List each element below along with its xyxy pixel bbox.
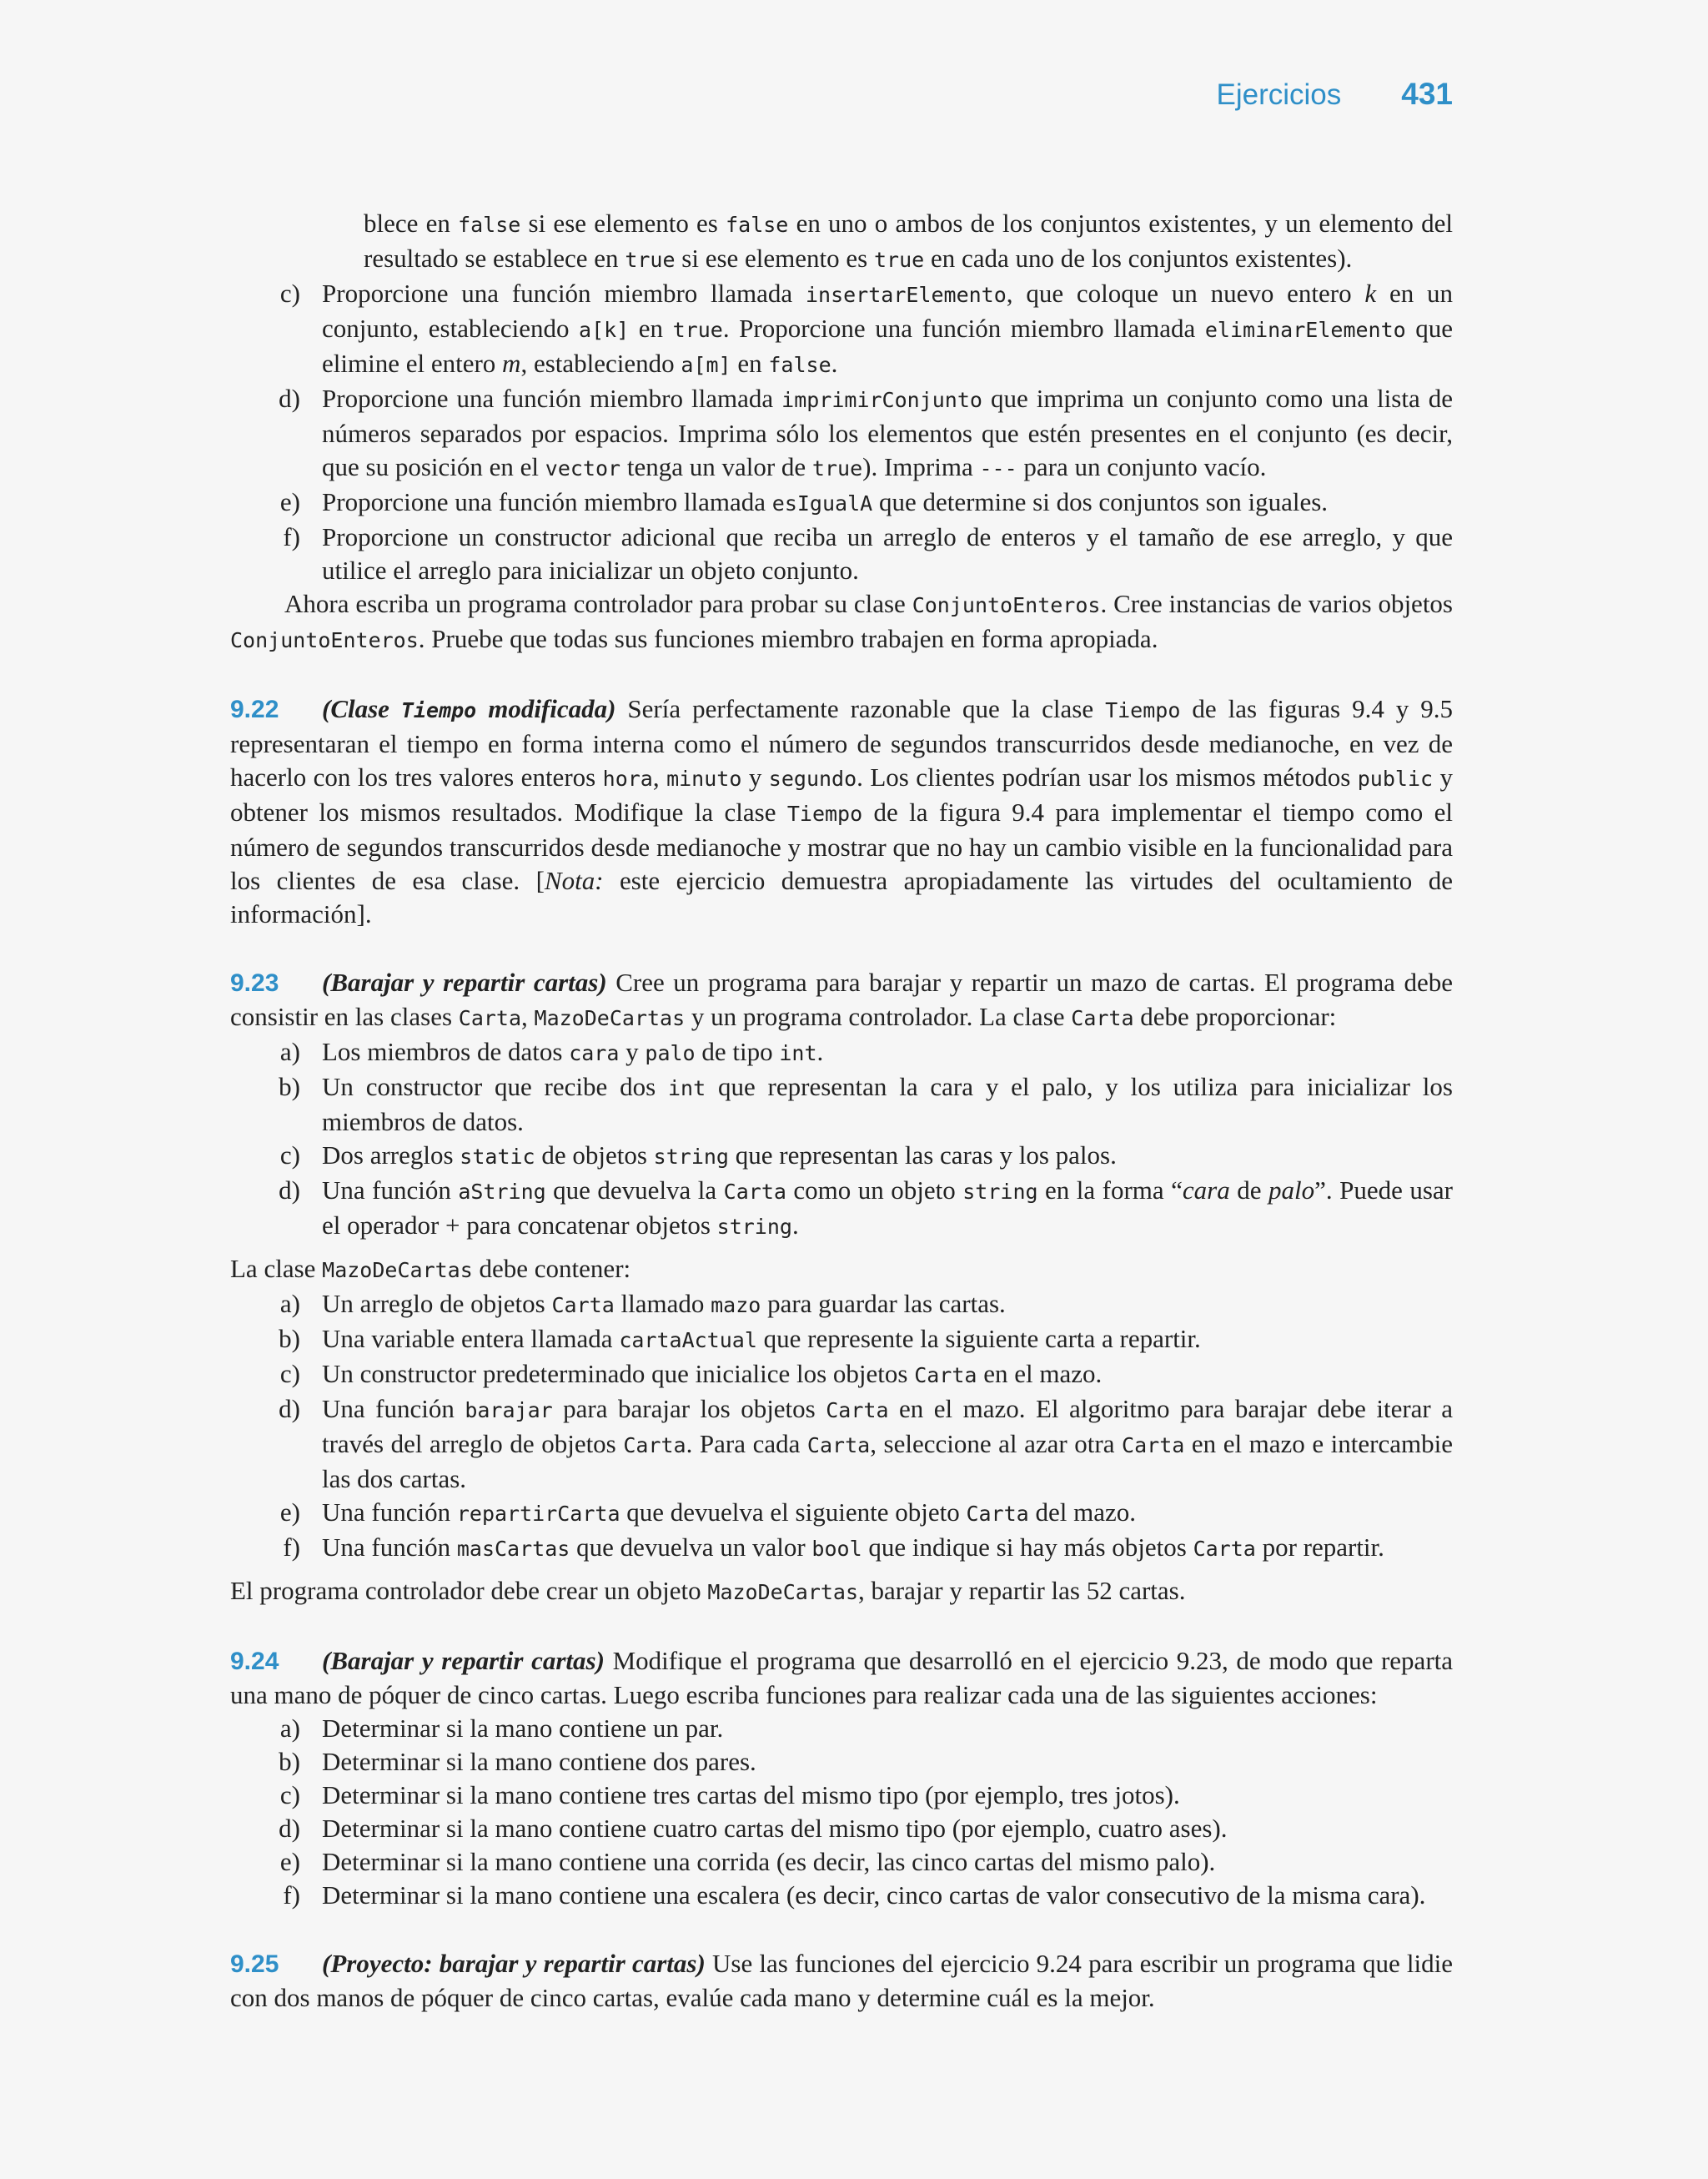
- list-item: [230, 1174, 1453, 1244]
- text-run: modificada): [476, 694, 616, 723]
- code-term: MazoDeCartas: [534, 1006, 686, 1030]
- text-run: Modifique el programa que desarrolló en el ejercicio 9.23, de modo que reparta una mano de póquer de cinco cartas. Luego escriba funciones para realizar cada una de las siguientes acciones:: [230, 1646, 1454, 1709]
- exercise-title: [322, 1646, 605, 1675]
- text-run: Proporcione una función miembro llamada: [322, 279, 806, 308]
- code-term: ---: [979, 456, 1017, 481]
- continued-text: [230, 207, 1453, 277]
- text-run: (Proyecto: barajar y repartir cartas): [322, 1949, 706, 1978]
- list-marker: e): [279, 487, 300, 516]
- italic-term: m: [502, 349, 521, 378]
- list-marker: e): [279, 1847, 300, 1876]
- driver-requirement: [230, 1574, 1453, 1609]
- list-item: [230, 1139, 1453, 1174]
- exercise-number: 9.24: [230, 1648, 279, 1675]
- list-item: [230, 1287, 1453, 1322]
- text-run: , que coloque un nuevo entero: [1006, 279, 1365, 308]
- code-term: vector: [545, 456, 621, 481]
- italic-term: Nota:: [544, 866, 604, 895]
- code-term: int: [667, 1076, 706, 1100]
- text-run: que elimine el entero: [322, 314, 1454, 378]
- text-run: Determinar si la mano contiene tres cartas del mismo tipo (por ejemplo, tres jotos).: [322, 1780, 1180, 1809]
- text-run: El programa controlador debe crear un objeto: [230, 1576, 708, 1605]
- italic-term: k: [1364, 279, 1377, 308]
- text-run: y: [619, 1037, 646, 1066]
- code-term: Carta: [914, 1363, 977, 1387]
- text-run: Determinar si la mano contiene dos pares.: [322, 1747, 756, 1776]
- text-run: de: [1229, 1175, 1268, 1205]
- code-term: Carta: [806, 1433, 871, 1457]
- list-item: [230, 1531, 1453, 1566]
- list-marker: a): [279, 1714, 300, 1743]
- list-item-text: [322, 1779, 1453, 1812]
- text-run: Proporcione un constructor adicional que reciba un arreglo de enteros y el tamaño de ese arreglo, y que utilice el arreglo para inicializar un objeto conjunto.: [322, 522, 1453, 585]
- exercise-title: [322, 968, 607, 997]
- text-run: Una función: [322, 1497, 457, 1527]
- list-marker: a): [279, 1037, 300, 1066]
- text-run: ,: [652, 762, 667, 792]
- list-marker: d): [279, 384, 300, 413]
- code-term: Tiempo: [1105, 698, 1181, 722]
- text-run: y un programa controlador. La clase: [685, 1002, 1072, 1031]
- text-run: Sería perfectamente razonable que la clase: [615, 694, 1106, 723]
- text-run: (Barajar y repartir cartas): [322, 968, 607, 997]
- list-item-text: [322, 521, 1453, 587]
- code-term: Tiempo: [786, 802, 863, 826]
- code-term: mazo: [711, 1293, 761, 1317]
- text-run: Determinar si la mano contiene una escalera (es decir, cinco cartas de valor consecutivo de la misma cara).: [322, 1880, 1426, 1910]
- list-item: [230, 1845, 1453, 1879]
- text-run: en la forma “: [1037, 1175, 1183, 1205]
- list-item: [230, 277, 1453, 382]
- code-term: true: [873, 248, 925, 272]
- list-marker: e): [279, 1497, 300, 1527]
- italic-term: cara: [1182, 1175, 1230, 1205]
- code-term: hora: [602, 767, 653, 791]
- text-run: Cree un programa para barajar y repartir un mazo de cartas. El programa debe consistir en las clases: [230, 968, 1454, 1031]
- text-run: debe proporcionar:: [1133, 1002, 1337, 1031]
- text-run: Ahora escriba un programa controlador para probar su clase: [284, 589, 912, 618]
- text-run: que devuelva un valor: [570, 1532, 812, 1562]
- text-run: .: [831, 349, 838, 378]
- list-marker: b): [279, 1324, 300, 1353]
- list-item: [230, 486, 1453, 521]
- page-content: [230, 207, 1453, 2015]
- text-run: .: [791, 1210, 799, 1240]
- code-term: segundo: [768, 767, 857, 791]
- text-run: y: [741, 762, 769, 792]
- list-item-text: [322, 1812, 1453, 1845]
- code-term: imprimirConjunto: [781, 388, 982, 412]
- text-run: blece en: [364, 209, 459, 238]
- code-term: false: [768, 353, 831, 377]
- text-run: . Proporcione una función miembro llamada: [722, 314, 1205, 343]
- code-term: MazoDeCartas: [707, 1580, 859, 1604]
- list-marker: a): [279, 1289, 300, 1318]
- list-marker: c): [279, 1140, 300, 1170]
- text-run: en cada uno de los conjuntos existentes).: [924, 244, 1353, 273]
- exercise-number: 9.25: [230, 1950, 279, 1978]
- code-term: insertarElemento: [805, 283, 1007, 307]
- text-run: para guardar las cartas.: [761, 1289, 1006, 1318]
- text-run: que represente la siguiente carta a repartir.: [756, 1324, 1201, 1353]
- list-marker: b): [279, 1072, 300, 1101]
- driver-paragraph: [230, 587, 1453, 657]
- text-run: del mazo.: [1028, 1497, 1136, 1527]
- list-item: [230, 521, 1453, 587]
- code-term: Carta: [1122, 1433, 1185, 1457]
- running-header: [1217, 77, 1454, 112]
- list-item-text: [322, 1357, 1453, 1392]
- list-item: [230, 1745, 1453, 1779]
- list-marker: f): [283, 522, 300, 551]
- text-run: como un objeto: [786, 1175, 963, 1205]
- text-run: de tipo: [695, 1037, 780, 1066]
- list-item-text: [322, 1139, 1453, 1174]
- list-marker: d): [279, 1814, 300, 1843]
- text-run: La clase: [230, 1254, 323, 1283]
- list-item: [230, 1879, 1453, 1912]
- text-run: llamado: [614, 1289, 711, 1318]
- text-run: en: [731, 349, 769, 378]
- list-item: [230, 1712, 1453, 1745]
- list-item: [230, 1392, 1453, 1496]
- text-run: tenga un valor de: [620, 452, 812, 481]
- text-run: Los miembros de datos: [322, 1037, 570, 1066]
- list-marker: f): [283, 1532, 300, 1562]
- code-term: string: [653, 1145, 729, 1169]
- text-run: Proporcione una función miembro llamada: [322, 384, 782, 413]
- text-run: debe contener:: [472, 1254, 631, 1283]
- code-term: public: [1357, 767, 1434, 791]
- text-run: Una función: [322, 1394, 465, 1423]
- text-run: .: [816, 1037, 824, 1066]
- text-run: . Pruebe que todas sus funciones miembro trabajen en forma apropiada.: [418, 624, 1158, 653]
- text-run: Proporcione una función miembro llamada: [322, 487, 772, 516]
- code-term: esIgualA: [771, 491, 873, 516]
- list-item-text: [322, 382, 1453, 486]
- text-run: en un conjunto, estableciendo: [322, 279, 1453, 343]
- exercise-number: 9.23: [230, 969, 279, 997]
- code-term: aString: [458, 1180, 546, 1204]
- code-term: palo: [645, 1041, 696, 1065]
- list-item-text: [322, 1745, 1453, 1779]
- text-run: que indique si hay más objetos: [862, 1532, 1193, 1562]
- code-term: ConjuntoEnteros: [912, 593, 1101, 617]
- code-term: minuto: [666, 767, 742, 791]
- code-term: bool: [811, 1537, 862, 1561]
- exercise-9-25: [230, 1947, 1453, 2015]
- exercise-paragraph: [230, 1947, 1453, 2015]
- text-run: que devuelva la: [545, 1175, 724, 1205]
- text-run: Un arreglo de objetos: [322, 1289, 552, 1318]
- list-item-text: [322, 1879, 1453, 1912]
- exercise-paragraph: [230, 692, 1453, 931]
- exercise-title: [322, 1949, 706, 1978]
- list-9-21-rest: [230, 277, 1453, 587]
- text-run: , seleccione al azar otra: [870, 1429, 1123, 1458]
- code-term: repartirCarta: [456, 1502, 620, 1526]
- exercise-9-24: [230, 1644, 1453, 1912]
- list-item-text: [322, 486, 1453, 521]
- italic-term: palo: [1268, 1175, 1315, 1205]
- code-term: cara: [569, 1041, 620, 1065]
- code-term: eliminarElemento: [1204, 318, 1406, 342]
- code-term: Carta: [1193, 1537, 1256, 1561]
- list-marker: f): [283, 1880, 300, 1910]
- code-term: cartaActual: [619, 1328, 757, 1352]
- code-term: masCartas: [456, 1537, 570, 1561]
- code-term: true: [672, 318, 723, 342]
- list-item: [230, 1496, 1453, 1531]
- hand-checks-list: [230, 1712, 1453, 1912]
- carta-requirements-list: [230, 1035, 1453, 1244]
- text-run: Dos arreglos: [322, 1140, 460, 1170]
- list-item: [230, 1070, 1453, 1139]
- code-term: MazoDeCartas: [322, 1258, 473, 1282]
- code-term: true: [811, 456, 863, 481]
- code-term: static: [460, 1145, 535, 1169]
- text-run: en el mazo e intercambie las dos cartas.: [322, 1429, 1453, 1493]
- list-marker: c): [279, 279, 300, 308]
- code-term: false: [726, 213, 789, 237]
- text-run: . Para cada: [686, 1429, 807, 1458]
- list-item-text: [322, 1712, 1453, 1745]
- code-term: string: [716, 1215, 792, 1239]
- code-term: a[k]: [579, 318, 630, 342]
- text-run: Un constructor predeterminado que inicialice los objetos: [322, 1359, 915, 1388]
- exercise-9-22: [230, 692, 1453, 931]
- text-run: Use las funciones del ejercicio 9.24 para escribir un programa que lidie con dos manos de póquer de cinco cartas, evalúe cada mano y determine cuál es la mejor.: [230, 1949, 1453, 2012]
- text-run: si ese elemento es: [675, 244, 874, 273]
- text-run: que representan la cara y el palo, y los utiliza para inicializar los miembros de datos.: [322, 1072, 1453, 1136]
- text-run: en uno o ambos de los conjuntos existentes, y un elemento del resultado se establece en: [364, 209, 1454, 273]
- code-term: int: [779, 1041, 817, 1065]
- text-run: , barajar y repartir las 52 cartas.: [858, 1576, 1186, 1605]
- code-term: Carta: [966, 1502, 1029, 1526]
- text-run: Una función: [322, 1175, 459, 1205]
- text-run: Un constructor que recibe dos: [322, 1072, 668, 1101]
- text-run: por repartir.: [1255, 1532, 1384, 1562]
- list-marker: c): [279, 1780, 300, 1809]
- list-item: [230, 1812, 1453, 1845]
- code-term: false: [458, 213, 521, 237]
- code-term: true: [625, 248, 676, 272]
- text-run: ”. Puede usar el operador + para concatenar objetos: [322, 1175, 1453, 1240]
- list-item: [230, 382, 1453, 486]
- exercise-9-23: [230, 966, 1453, 1609]
- text-run: (Barajar y repartir cartas): [322, 1646, 605, 1675]
- text-run: de objetos: [535, 1140, 654, 1170]
- text-run: ). Imprima: [862, 452, 980, 481]
- text-run: . Cree instancias de varios objetos: [1100, 589, 1453, 618]
- code-term: Carta: [623, 1433, 686, 1457]
- text-run: para un conjunto vacío.: [1017, 452, 1267, 481]
- list-item: [230, 1035, 1453, 1070]
- list-item-text: [322, 1392, 1453, 1496]
- text-run: de las figuras 9.4 y 9.5 representaran el tiempo en forma interna como el número de segundos transcurridos desde medianoche, en vez de hacerlo con los tres valores enteros: [230, 694, 1454, 792]
- code-term: Tiempo: [400, 698, 477, 722]
- text-run: este ejercicio demuestra apropiadamente las virtudes del ocultamiento de información].: [230, 866, 1453, 928]
- text-run: ,: [521, 1002, 535, 1031]
- code-term: string: [962, 1180, 1038, 1204]
- exercise-paragraph: [230, 1644, 1453, 1712]
- list-item-text: [322, 1496, 1453, 1531]
- text-run: Una variable entera llamada: [322, 1324, 620, 1353]
- text-run: , estableciendo: [520, 349, 681, 378]
- text-run: . Los clientes podrían usar los mismos métodos: [857, 762, 1358, 792]
- code-term: Carta: [723, 1180, 786, 1204]
- list-item-text: [322, 1035, 1453, 1070]
- code-term: Carta: [458, 1006, 522, 1030]
- text-run: de la figura 9.4 para implementar el tiempo como el número de segundos transcurridos desde medianoche y mostrar que no hay un cambio visible en la funcionalidad para los clientes de esa clase. [: [230, 798, 1453, 895]
- exercise-title: [322, 694, 615, 723]
- section-title: Ejercicios: [1216, 78, 1342, 111]
- exercise-paragraph: [230, 966, 1453, 1035]
- text-run: si ese elemento es: [520, 209, 726, 238]
- mazo-intro: [230, 1252, 1453, 1287]
- list-item: [230, 1779, 1453, 1812]
- page-number: 431: [1401, 77, 1453, 111]
- code-term: a[m]: [681, 353, 731, 377]
- text-run: Determinar si la mano contiene un par.: [322, 1714, 724, 1743]
- text-run: para barajar los objetos: [552, 1394, 826, 1423]
- text-run: que determine si dos conjuntos son iguales.: [872, 487, 1329, 516]
- text-run: que imprima un conjunto como una lista de números separados por espacios. Imprima sólo los elementos que estén presentes en el conjunto (es decir, que su posición en el: [322, 384, 1453, 481]
- list-item-text: [322, 277, 1453, 382]
- text-run: en: [629, 314, 673, 343]
- text-run: en el mazo. El algoritmo para barajar debe iterar a través del arreglo de objetos: [322, 1394, 1454, 1458]
- list-item: [230, 1322, 1453, 1357]
- list-marker: d): [279, 1394, 300, 1423]
- text-run: Determinar si la mano contiene una corrida (es decir, las cinco cartas del mismo palo).: [322, 1847, 1216, 1876]
- code-term: Carta: [826, 1398, 889, 1422]
- text-run: que representan las caras y los palos.: [728, 1140, 1117, 1170]
- code-term: ConjuntoEnteros: [230, 628, 419, 652]
- code-term: Carta: [1071, 1006, 1134, 1030]
- text-run: en el mazo.: [977, 1359, 1103, 1388]
- text-run: Determinar si la mano contiene cuatro cartas del mismo tipo (por ejemplo, cuatro ases).: [322, 1814, 1228, 1843]
- list-item-text: [322, 1070, 1453, 1139]
- text-run: Una función: [322, 1532, 457, 1562]
- exercise-number: 9.22: [230, 696, 279, 723]
- list-item-text: [322, 1322, 1453, 1357]
- text-run: que devuelva el siguiente objeto: [620, 1497, 967, 1527]
- exercise-text: [230, 694, 1453, 928]
- list-item-text: [322, 1287, 1453, 1322]
- list-marker: b): [279, 1747, 300, 1776]
- mazo-requirements-list: [230, 1287, 1453, 1566]
- text-run: (Clase: [322, 694, 401, 723]
- list-marker: d): [279, 1175, 300, 1205]
- list-item-text: [322, 1174, 1453, 1244]
- code-term: Carta: [551, 1293, 615, 1317]
- list-item: [230, 1357, 1453, 1392]
- list-item-text: [322, 1845, 1453, 1879]
- text-run: y obtener los mismos resultados. Modifique la clase: [230, 762, 1453, 827]
- list-item-text: [322, 1531, 1453, 1566]
- code-term: barajar: [465, 1398, 553, 1422]
- list-marker: c): [279, 1359, 300, 1388]
